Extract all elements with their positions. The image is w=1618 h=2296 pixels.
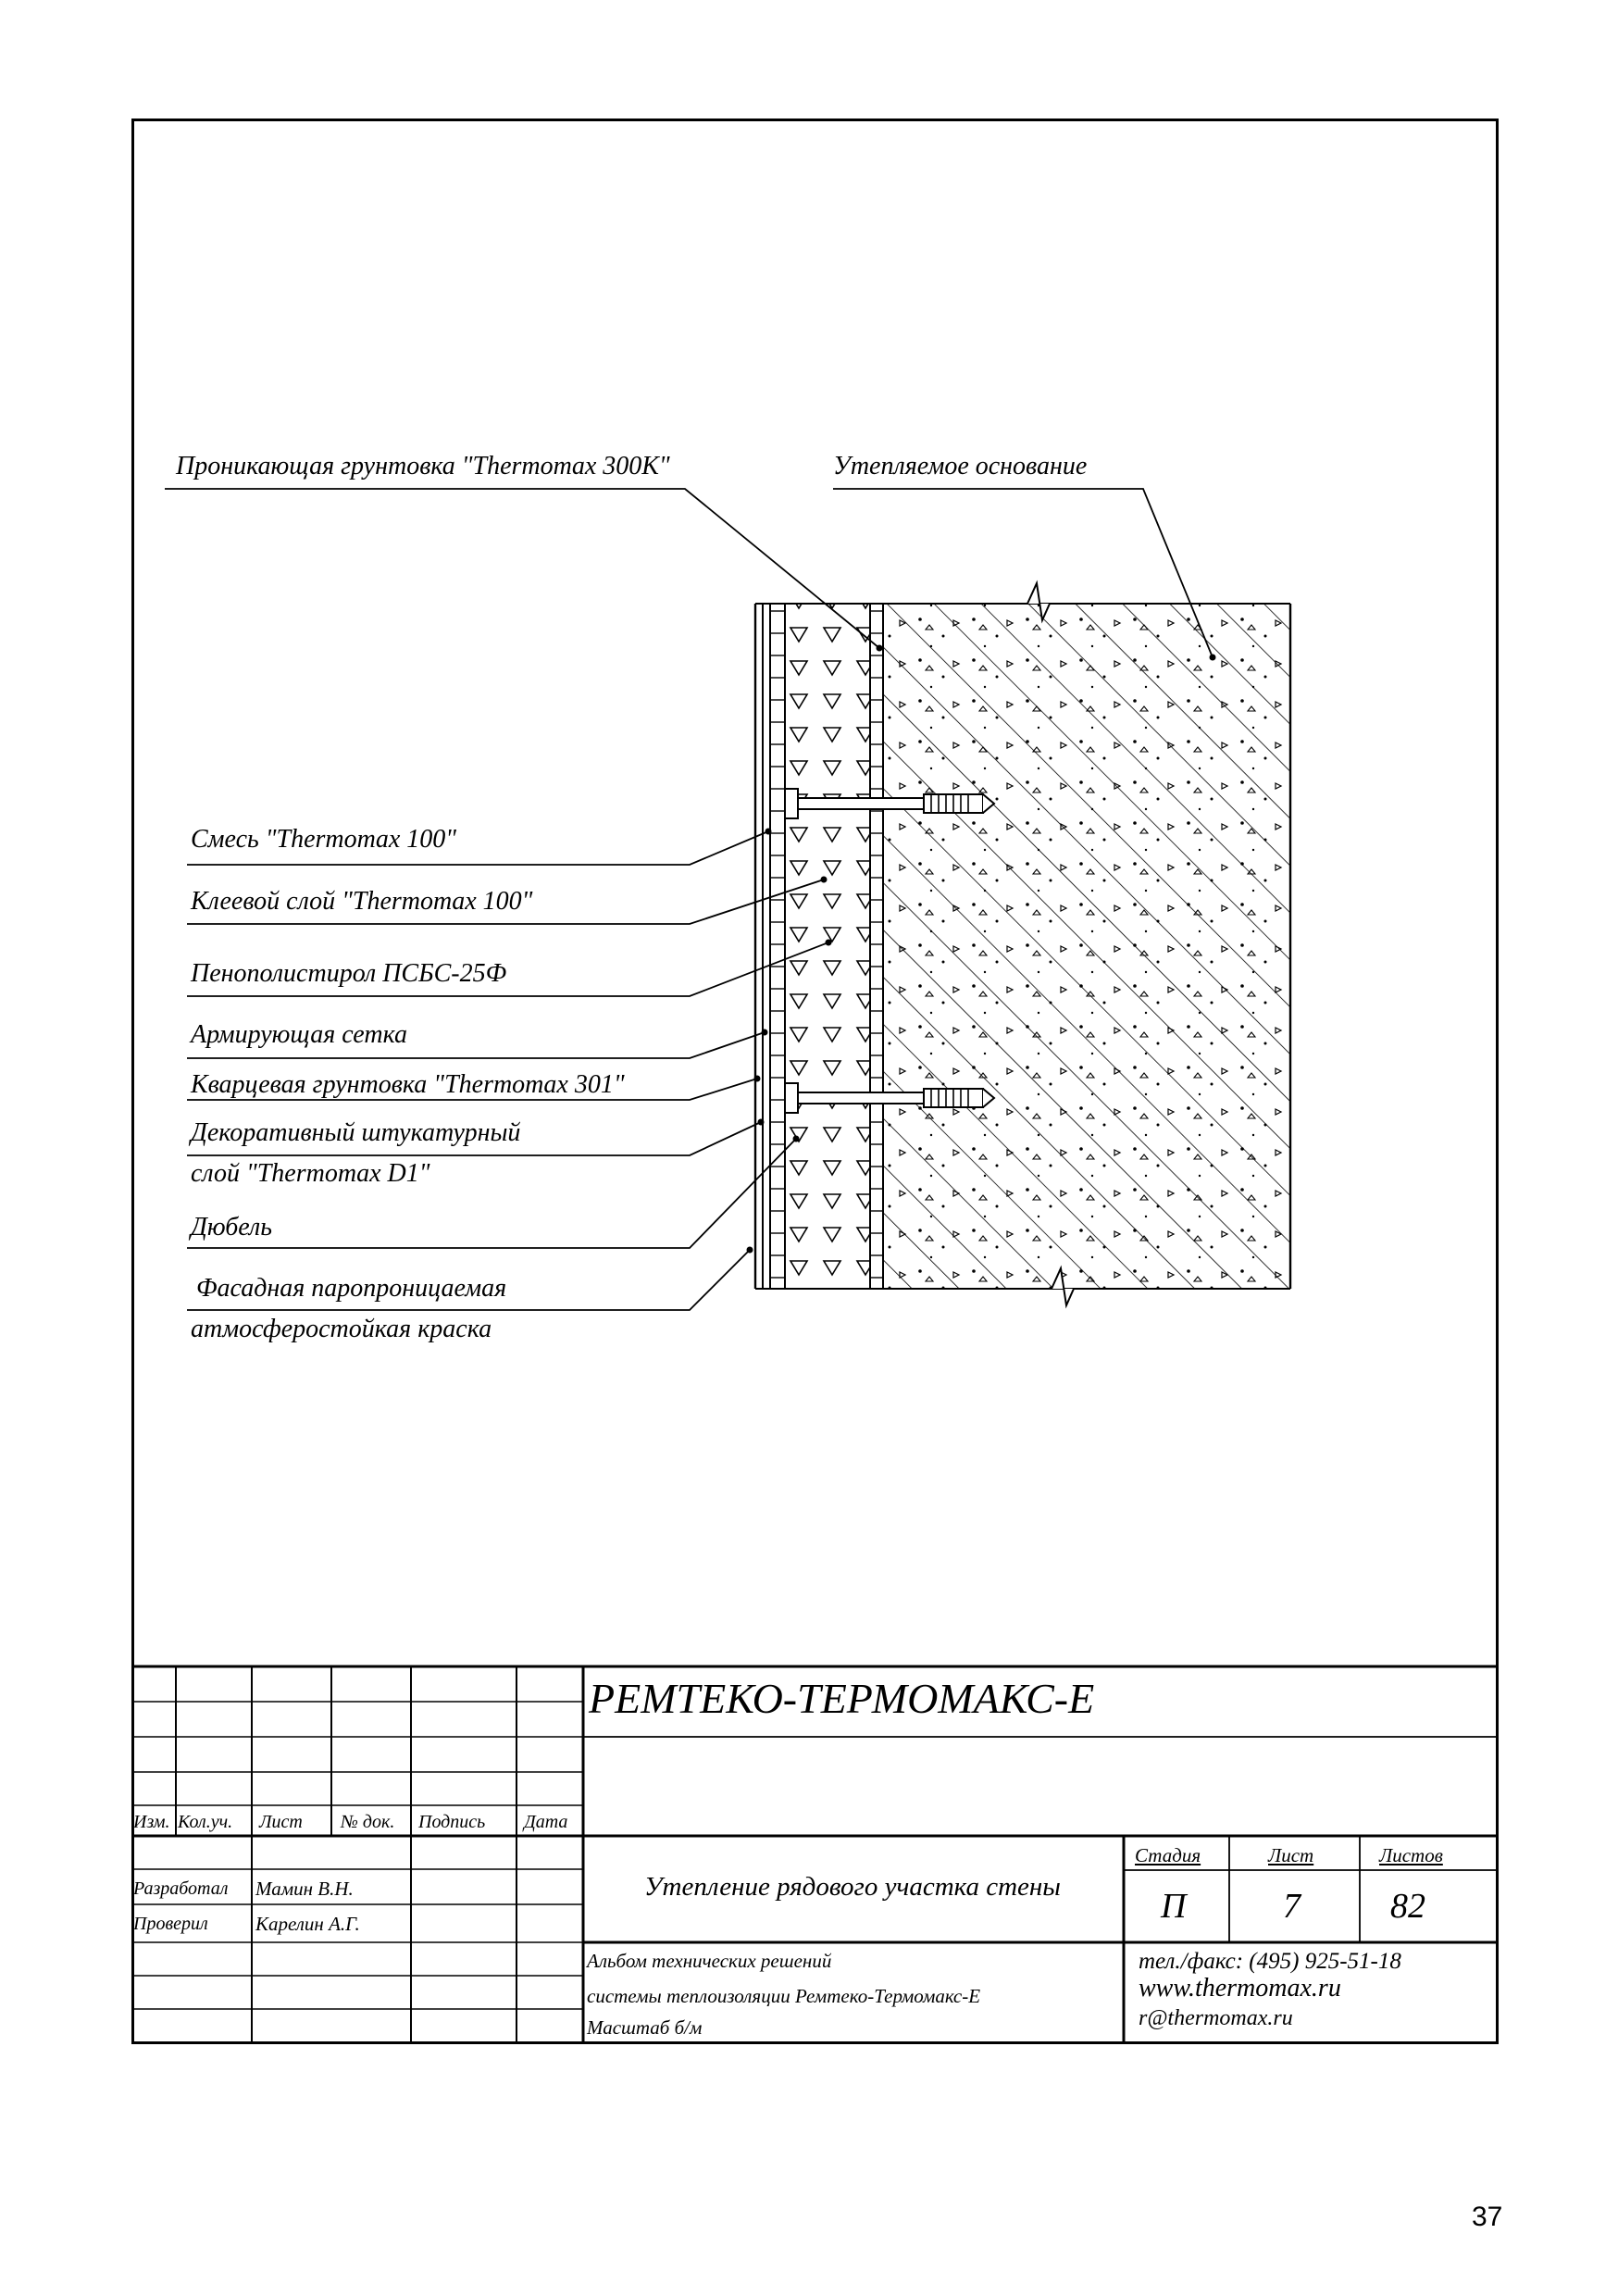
col-list: Лист [259, 1812, 303, 1832]
sheets-value: 82 [1390, 1887, 1425, 1926]
phone: тел./факс: (495) 925-51-18 [1139, 1949, 1401, 1974]
concrete-base [883, 583, 1290, 1305]
col-doc-no: № док. [341, 1812, 395, 1832]
sheet-label: Лист [1268, 1844, 1314, 1866]
company-name: РЕМТЕКО-ТЕРМОМАКС-Е [589, 1675, 1095, 1722]
label-adhesive-layer: Клеевой слой "Thermomax 100" [191, 887, 533, 916]
finish-layers [755, 604, 785, 1289]
label-paint-line1: Фасадная паропроницаемая [196, 1274, 507, 1303]
album-line1: Альбом технических решений [587, 1950, 832, 1972]
sheet-title: Утепление рядового участка стены [644, 1872, 1061, 1902]
scale: Масштаб б/м [587, 2016, 703, 2039]
col-date: Дата [524, 1812, 568, 1832]
album-line2: системы теплоизоляции Ремтеко-Термомакс-Е [587, 1985, 981, 2007]
col-kol-uch: Кол.уч. [178, 1812, 233, 1832]
checked-role: Проверил [133, 1914, 208, 1934]
website: www.thermomax.ru [1139, 1974, 1341, 2003]
col-izm: Изм. [133, 1812, 170, 1832]
stage-label: Стадия [1135, 1844, 1201, 1866]
email: r@thermomax.ru [1139, 2006, 1293, 2030]
primer-strip [870, 604, 883, 1289]
developed-role: Разработал [133, 1878, 229, 1899]
sheet-value: 7 [1283, 1887, 1301, 1926]
label-dowel: Дюбель [191, 1213, 272, 1242]
label-paint-line2: атмосферостойкая краска [191, 1315, 492, 1343]
eps-insulation [785, 604, 870, 1289]
label-mesh: Армирующая сетка [191, 1020, 407, 1049]
label-quartz-primer: Кварцевая грунтовка "Thermomax 301" [191, 1070, 625, 1099]
label-eps: Пенополистирол ПСБС-25Ф [191, 959, 507, 988]
developed-name: Мамин В.Н. [255, 1878, 354, 1900]
label-insulated-base: Утепляемое основание [833, 452, 1088, 480]
stage-value: П [1161, 1887, 1187, 1926]
sheets-label: Листов [1379, 1844, 1443, 1866]
label-primer-penetrating: Проникающая грунтовка "Thermomax 300К" [176, 452, 670, 480]
label-decorative-line1: Декоративный штукатурный [191, 1118, 521, 1147]
col-signature: Подпись [418, 1812, 486, 1832]
label-mix: Смесь "Thermomax 100" [191, 825, 457, 854]
checked-name: Карелин А.Г. [255, 1913, 360, 1935]
label-decorative-line2: слой "Thermomax D1" [191, 1159, 430, 1188]
page-number: 37 [1472, 2202, 1503, 2232]
